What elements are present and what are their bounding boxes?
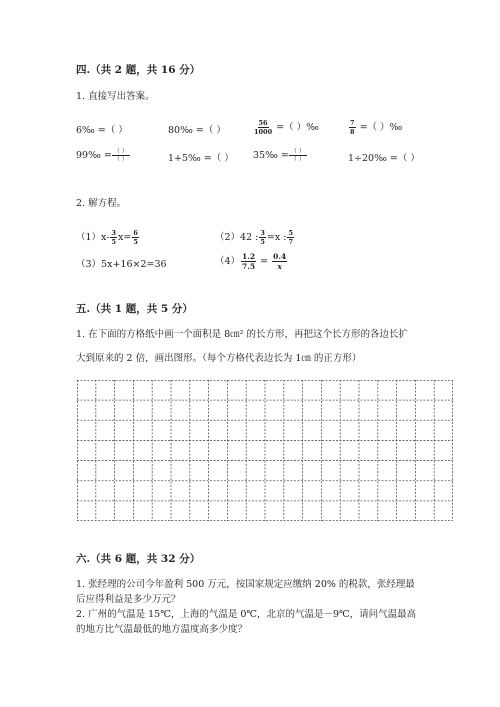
answer-item-2: 80‰ =（ ） bbox=[168, 125, 226, 136]
section-6-title: 六.（共 6 题，共 32 分） bbox=[76, 553, 201, 565]
question-1-label: 1. 直接写出答案。 bbox=[76, 91, 155, 102]
equation-1: （1）x- $\frac{3}{5}$ x= $\frac{6}{5}$ bbox=[76, 229, 138, 246]
answer-item-7: 35‰ = $\frac{( )}{( )}$ bbox=[253, 148, 305, 163]
grid-paper[interactable] bbox=[77, 380, 453, 521]
answer-item-4: $\frac{7}{8}$ =（ ）‰ bbox=[350, 119, 403, 136]
question-6-1-line-1: 1. 张经理的公司今年盈利 500 万元，按国家规定应缴纳 20% 的税款，张经理最 bbox=[76, 579, 415, 590]
question-2-label: 2. 解方程。 bbox=[76, 198, 127, 209]
question-6-1-line-2: 后应得利益是多少万元？ bbox=[76, 594, 181, 605]
equation-3: （3）5x+16×2=36 bbox=[76, 259, 167, 270]
answer-item-1: 6‰ =（ ） bbox=[76, 125, 128, 136]
section-5-title: 五.（共 1 题，共 5 分） bbox=[76, 303, 193, 315]
answer-item-5: 99‰ = $\frac{( )}{( )}$ bbox=[76, 148, 128, 163]
question-6-2-line-2: 的地方比气温最低的地方温度高多少度？ bbox=[76, 624, 248, 635]
question-5-line-2: 大到原来的 2 倍，画出图形。（每个方格代表边长为 1㎝ 的正方形） bbox=[76, 353, 362, 364]
answer-item-8: 1÷20‰ =（ ） bbox=[348, 153, 420, 164]
section-4-title: 四.（共 2 题，共 16 分） bbox=[76, 64, 201, 76]
question-6-2-line-1: 2. 广州的气温是 15℃，上海的气温是 0℃，北京的气温是－9℃，请问气温最高 bbox=[76, 609, 417, 620]
answer-item-3: $\frac{56}{1000}$ =（ ）‰ bbox=[254, 119, 319, 136]
equation-2: （2）42 : $\frac{3}{5}$ =x : $\frac{5}{7}$ bbox=[215, 229, 293, 246]
answer-item-6: 1+5‰ =（ ） bbox=[168, 153, 234, 164]
question-5-line-1: 1. 在下面的方格纸中画一个面积是 8㎝² 的长方形，再把这个长方形的各边长扩 bbox=[76, 329, 408, 340]
equation-4: （4） $\frac{1.2}{7.5}$ = $\frac{0.4}{x}$ bbox=[215, 252, 287, 271]
